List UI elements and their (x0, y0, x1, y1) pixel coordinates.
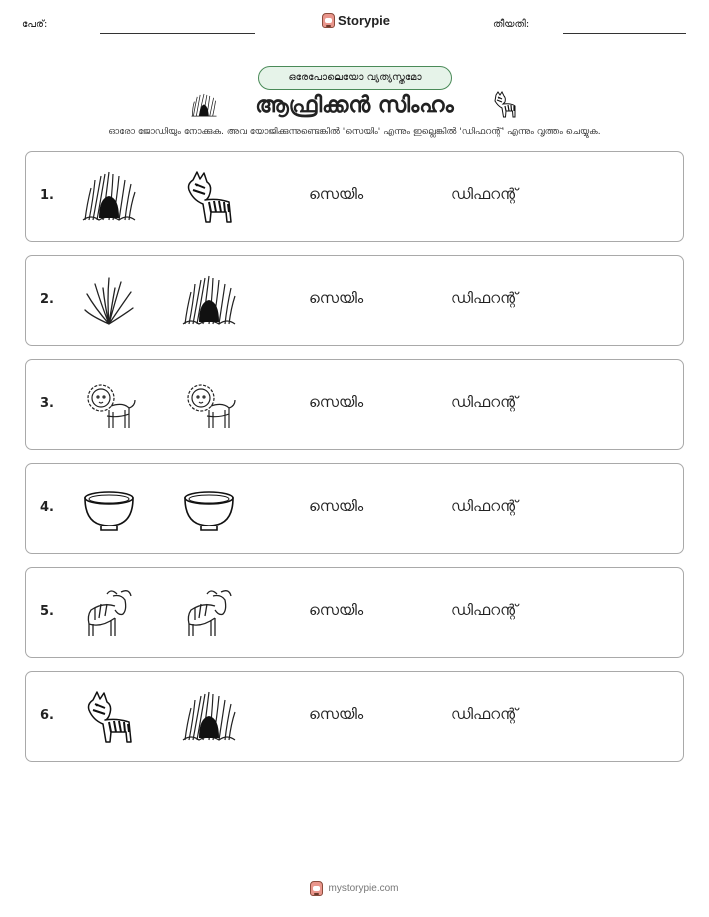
same-option[interactable]: സെയിം (309, 497, 364, 515)
worksheet-title: ആഫ്രിക്കൻ സിംഹം (255, 93, 454, 118)
different-option[interactable]: ഡിഫറന്റ് (451, 393, 518, 411)
wildebeest-icon (181, 586, 237, 640)
same-option[interactable]: സെയിം (309, 705, 364, 723)
storypie-mascot-icon (322, 13, 335, 28)
exercise-row (25, 463, 684, 554)
row-number: 5. (40, 604, 54, 619)
exercise-row (25, 359, 684, 450)
different-option[interactable]: ഡിഫറന്റ് (451, 601, 518, 619)
grass-icon (81, 274, 137, 328)
exercise-row (25, 671, 684, 762)
name-label: പേര്: (22, 19, 48, 30)
different-option[interactable]: ഡിഫറന്റ് (451, 497, 518, 515)
zebra-icon (81, 690, 137, 744)
same-option[interactable]: സെയിം (309, 185, 364, 203)
same-option[interactable]: സെയിം (309, 393, 364, 411)
grass-cave-icon (181, 274, 237, 328)
bowl-icon (181, 482, 237, 536)
row-number: 4. (40, 500, 54, 515)
grass-cave-icon (181, 690, 237, 744)
different-option[interactable]: ഡിഫറന്റ് (451, 705, 518, 723)
zebra-icon (491, 91, 519, 119)
worksheet-type-badge: ഒരേപോലെയോ വ്യത്യസ്തമോ (258, 66, 452, 90)
brand-logo (322, 13, 390, 28)
exercise-row (25, 567, 684, 658)
bowl-icon (81, 482, 137, 536)
exercise-row (25, 255, 684, 346)
lion-icon (81, 378, 137, 432)
row-number: 3. (40, 396, 54, 411)
name-line (100, 33, 255, 34)
row-number: 1. (40, 188, 54, 203)
storypie-mascot-icon (310, 881, 323, 896)
footer-url: mystorypie.com (328, 883, 399, 894)
brand-name: Storypie (338, 13, 391, 28)
same-option[interactable]: സെയിം (309, 289, 364, 307)
date-line (563, 33, 686, 34)
lion-icon (181, 378, 237, 432)
date-label: തീയതി: (493, 19, 530, 30)
grass-cave-icon (81, 170, 137, 224)
instructions: ഓരോ ജോഡിയും നോക്കുക. അവ യോജിക്കുന്നുണ്ടെങ്കിൽ 'സെയിം' എന്നും ഇല്ലെങ്കിൽ 'ഡിഫറന്റ്' എന്നും വൃത്തം ചെയ്യുക. (108, 127, 601, 137)
row-number: 6. (40, 708, 54, 723)
wildebeest-icon (81, 586, 137, 640)
different-option[interactable]: ഡിഫറന്റ് (451, 289, 518, 307)
worksheet-header (0, 0, 709, 50)
footer (0, 881, 709, 896)
different-option[interactable]: ഡിഫറന്റ് (451, 185, 518, 203)
same-option[interactable]: സെയിം (309, 601, 364, 619)
zebra-icon (181, 170, 237, 224)
row-number: 2. (40, 292, 54, 307)
exercise-row (25, 151, 684, 242)
